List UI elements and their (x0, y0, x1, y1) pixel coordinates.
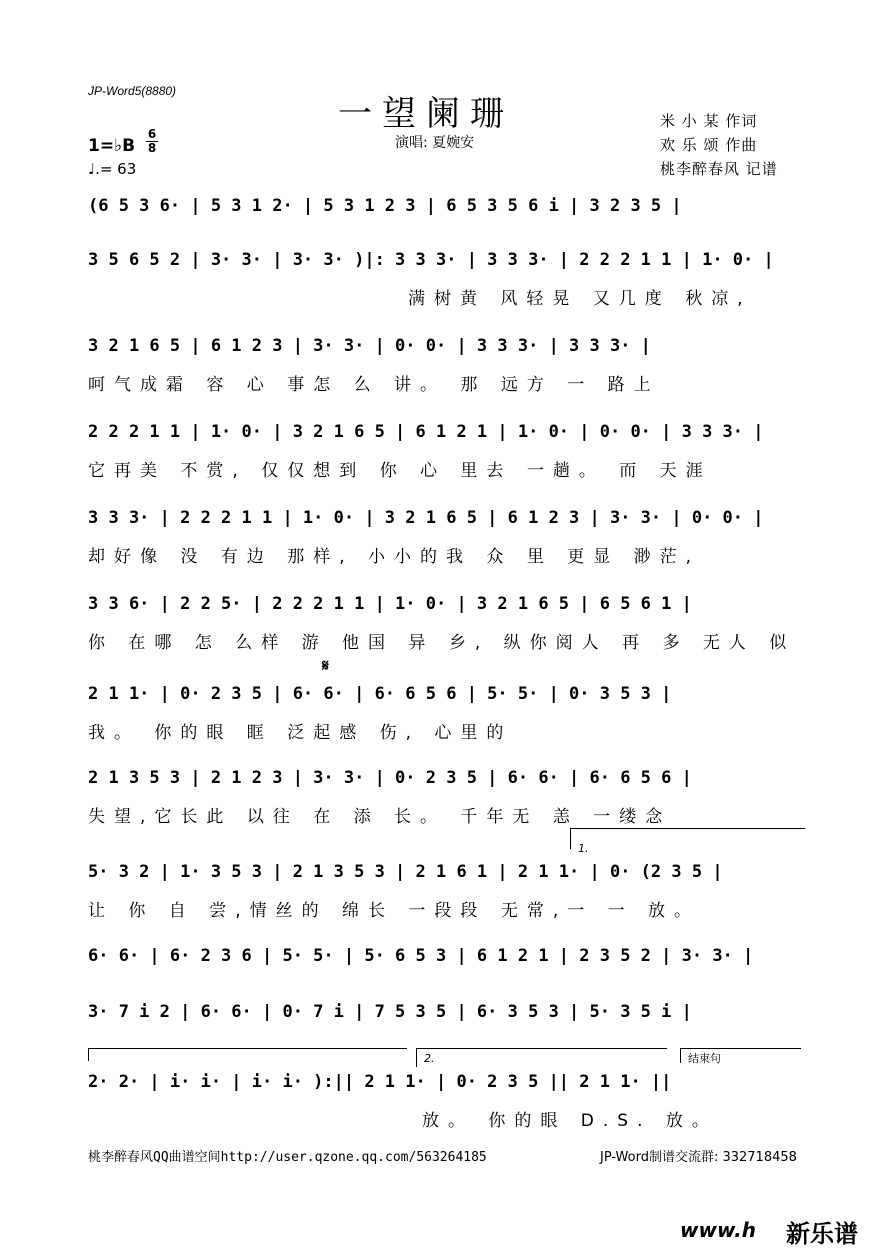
volta-1-bracket (570, 828, 805, 849)
key-signature: 1=♭B (88, 136, 136, 156)
jianpu-notes: 2 2 2 1 1 | 1· 0· | 3 2 1 6 5 | 6 1 2 1 | 1· 0· | 0· 0· | 3 3 3· | (88, 422, 764, 442)
notation-row-8 (78, 768, 810, 828)
watermark-brand: 新乐谱 (786, 1220, 858, 1248)
notation-row-5 (78, 508, 810, 568)
time-sig-top: 6 (147, 127, 157, 141)
composer-credit: 欢 乐 颂 作曲 (660, 136, 758, 154)
jianpu-notes: 5· 3 2 | 1· 3 5 3 | 2 1 3 5 3 | 2 1 6 1 | 2 1 1· | 0· (2 3 5 | (88, 862, 723, 882)
volta-2-bracket (416, 1048, 667, 1067)
lyrics-line: 你 在哪 怎 么样 游 他国 异 乡, 纵你阅人 再 多 无人 似 (88, 633, 796, 653)
segno-sign: 𝄋 (322, 656, 329, 675)
time-sig-bottom: 8 (147, 141, 157, 155)
jianpu-notes: 3 3 3· | 2 2 2 1 1 | 1· 0· | 3 2 1 6 5 | 6 1 2 3 | 3· 3· | 0· 0· | (88, 508, 764, 528)
jianpu-notes: 2 1 1· | 0· 2 3 5 | 6· 6· | 6· 6 5 6 | 5· 5· | 0· 3 5 3 | (88, 684, 672, 704)
ending-label: 结束句 (688, 1052, 721, 1065)
notation-row-4 (78, 422, 810, 482)
jianpu-notes: 2· 2· | i· i· | i· i· ):|| 2 1 1· | 0· 2 3 5 || 2 1 1· || (88, 1072, 672, 1092)
lyrics-line: 放。 你的眼 D.S. 放。 (422, 1111, 718, 1131)
notation-row-12 (78, 1072, 810, 1132)
notation-row-6 (78, 594, 810, 654)
watermark-url: www.h (680, 1218, 756, 1242)
lyricist-credit: 米 小 某 作词 (660, 112, 758, 130)
lyrics-line: 呵气成霜 容 心 事怎 么 讲。 那 远方 一 路上 (88, 375, 660, 395)
song-title: 一望阑珊 (338, 94, 514, 134)
volta-1-continuation (88, 1048, 407, 1061)
jianpu-notes: 2 1 3 5 3 | 2 1 2 3 | 3· 3· | 0· 2 3 5 | 6· 6· | 6· 6 5 6 | (88, 768, 692, 788)
singer-credit: 演唱: 夏婉安 (395, 135, 475, 151)
volta-1-label: 1. (578, 842, 589, 855)
notation-row-7 (78, 684, 810, 744)
volta-2-label: 2. (424, 1052, 435, 1065)
notation-row-9 (78, 862, 810, 922)
transcriber-credit: 桃李醉春风 记谱 (660, 160, 778, 178)
lyrics-line: 满树黄 风轻晃 又几度 秋凉, (408, 289, 752, 309)
jianpu-notes: 3· 7 i 2 | 6· 6· | 0· 7 i | 7 5 3 5 | 6· 3 5 3 | 5· 3 5 i | (88, 1002, 692, 1022)
lyrics-line: 却好像 没 有边 那样, 小小的我 众 里 更显 渺茫, (88, 547, 701, 567)
jianpu-notes: 3 5 6 5 2 | 3· 3· | 3· 3· )|: 3 3 3· | 3 3 3· | 2 2 2 1 1 | 1· 0· | (88, 250, 774, 270)
notation-row-10 (78, 946, 810, 1006)
footer-source: 桃李醉春风QQ曲谱空间http://user.qzone.qq.com/563264185 (88, 1150, 487, 1165)
notation-row-1 (78, 196, 810, 256)
tempo-mark: ♩.= 63 (88, 160, 137, 178)
lyrics-line: 让 你 自 尝,情丝的 绵长 一段段 无常,一 一 放。 (88, 901, 701, 921)
notation-row-3 (78, 336, 810, 396)
lyrics-line: 失望,它长此 以往 在 添 长。 千年无 恙 一缕念 (88, 807, 672, 827)
lyrics-line: 它再美 不赏, 仅仅想到 你 心 里去 一趟。 而 天涯 (88, 461, 712, 481)
jianpu-notes: 3 2 1 6 5 | 6 1 2 3 | 3· 3· | 0· 0· | 3 3 3· | 3 3 3· | (88, 336, 651, 356)
notation-row-2 (78, 250, 810, 310)
jianpu-notes: 3 3 6· | 2 2 5· | 2 2 2 1 1 | 1· 0· | 3 2 1 6 5 | 6 5 6 1 | (88, 594, 692, 614)
footer-group: JP-Word制谱交流群: 332718458 (600, 1150, 797, 1165)
software-label: JP-Word5(8880) (88, 84, 177, 98)
jianpu-notes: 6· 6· | 6· 2 3 6 | 5· 5· | 5· 6 5 3 | 6 1 2 1 | 2 3 5 2 | 3· 3· | (88, 946, 754, 966)
time-signature (146, 128, 158, 155)
lyrics-line: 我。 你的眼 眶 泛起感 伤, 心里的 (88, 723, 513, 743)
jianpu-notes: (6 5 3 6· | 5 3 1 2· | 5 3 1 2 3 | 6 5 3 5 6 i | 3 2 3 5 | (88, 196, 682, 216)
